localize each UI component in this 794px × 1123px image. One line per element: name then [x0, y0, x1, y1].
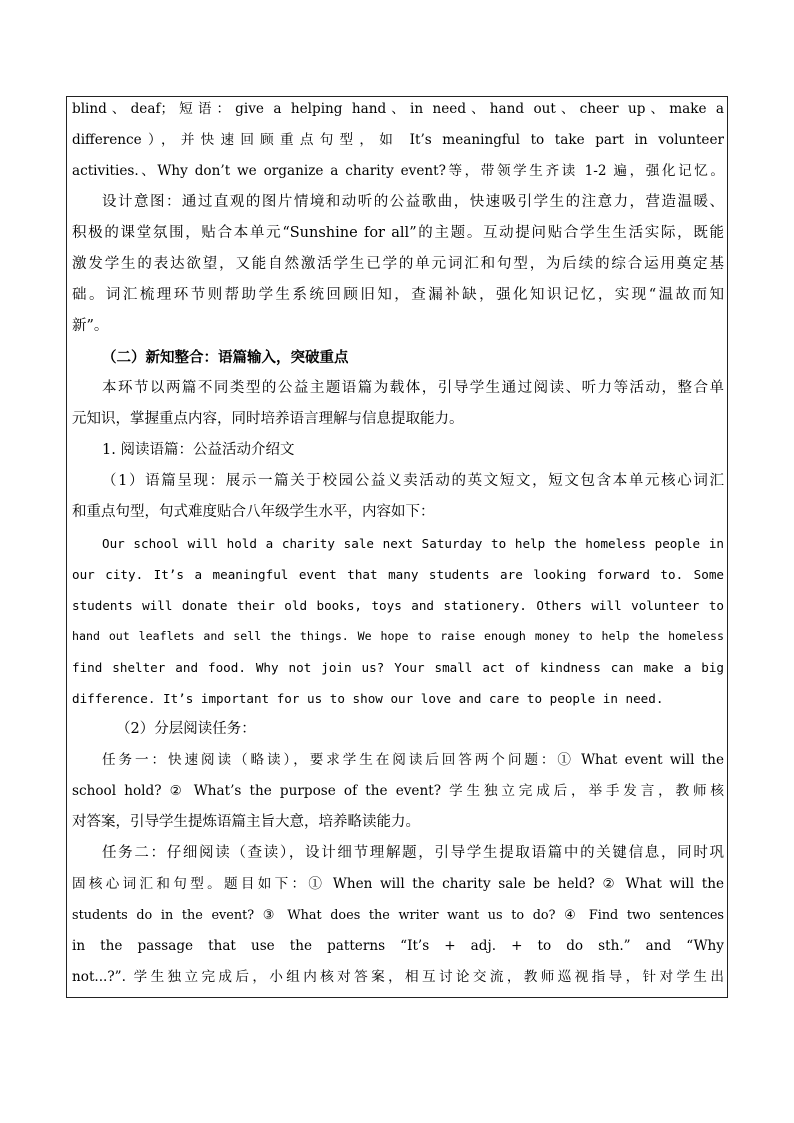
- text-line: students do in the event? ③ What does the writer want us to do? ④ Find two sentences: [72, 908, 724, 923]
- text-line: 任务一：快速阅读（略读），要求学生在阅读后回答两个问题：① What event will the: [102, 752, 724, 768]
- text-line: school hold? ② What’s the purpose of the event? 学生独立完成后，举手发言，教师核: [72, 783, 724, 799]
- text-line: （1）语篇呈现：展示一篇关于校园公益义卖活动的英文短文，短文包含本单元核心词汇: [102, 473, 724, 489]
- text-line: 积极的课堂氛围，贴合本单元“Sunshine for all”的主题。互动提问贴合学生生活实际，既能: [72, 225, 724, 241]
- text-line: difference），并快速回顾重点句型，如 It’s meaningful to take part in volunteer: [72, 132, 724, 148]
- text-line: 新”。: [72, 318, 109, 334]
- passage-line: find shelter and food. Why not join us? Your small act of kindness can make a big: [72, 660, 724, 675]
- text-line: in the passage that use the patterns “It’s + adj. + to do sth.” and “Why: [72, 938, 724, 954]
- text-line: activities.、Why don’t we organize a charity event?等，带领学生齐读 1-2 遍，强化记忆。: [72, 163, 724, 179]
- text-line: 对答案，引导学生提炼语篇主旨大意，培养略读能力。: [72, 814, 420, 830]
- text-line: 础。词汇梳理环节则帮助学生系统回顾旧知，查漏补缺，强化知识记忆，实现“温故而知: [72, 287, 724, 303]
- passage-line: our city. It’s a meaningful event that many students are looking forward to. Some: [72, 567, 724, 582]
- passage-line: hand out leaflets and sell the things. We hope to raise enough money to help the homeless: [72, 629, 724, 643]
- text-line: not...?”. 学生独立完成后，小组内核对答案，相互讨论交流，教师巡视指导，针对学生出: [72, 969, 724, 985]
- text-line: 设计意图：通过直观的图片情境和动听的公益歌曲，快速吸引学生的注意力，营造温暖、: [102, 194, 724, 210]
- text-line: 激发学生的表达欲望，又能自然激活学生已学的单元词汇和句型，为后续的综合运用奠定基: [72, 256, 724, 272]
- text-line: 元知识，掌握重点内容，同时培养语言理解与信息提取能力。: [72, 411, 464, 427]
- text-line: 和重点句型，句式难度贴合八年级学生水平，内容如下：: [72, 504, 435, 520]
- text-line: blind、deaf；短语：give a helping hand、in need、hand out、cheer up、make a: [72, 101, 724, 117]
- text-line: 本环节以两篇不同类型的公益主题语篇为载体，引导学生通过阅读、听力等活动，整合单: [102, 380, 724, 396]
- section-heading: （二）新知整合：语篇输入，突破重点: [102, 349, 349, 366]
- passage-line: students will donate their old books, toys and stationery. Others will volunteer to: [72, 598, 724, 613]
- sub-heading: 1. 阅读语篇：公益活动介绍文: [102, 442, 295, 458]
- text-line: 任务二：仔细阅读（查读），设计细节理解题，引导学生提取语篇中的关键信息，同时巩: [102, 845, 724, 861]
- passage-line: difference. It’s important for us to show our love and care to people in need.: [72, 691, 664, 706]
- passage-line: Our school will hold a charity sale next Saturday to help the homeless people in: [102, 536, 724, 551]
- document-body: [72, 94, 724, 993]
- sub-heading: （2）分层阅读任务：: [116, 721, 256, 737]
- text-line: 固核心词汇和句型。题目如下：① When will the charity sale be held? ② What will the: [72, 876, 724, 892]
